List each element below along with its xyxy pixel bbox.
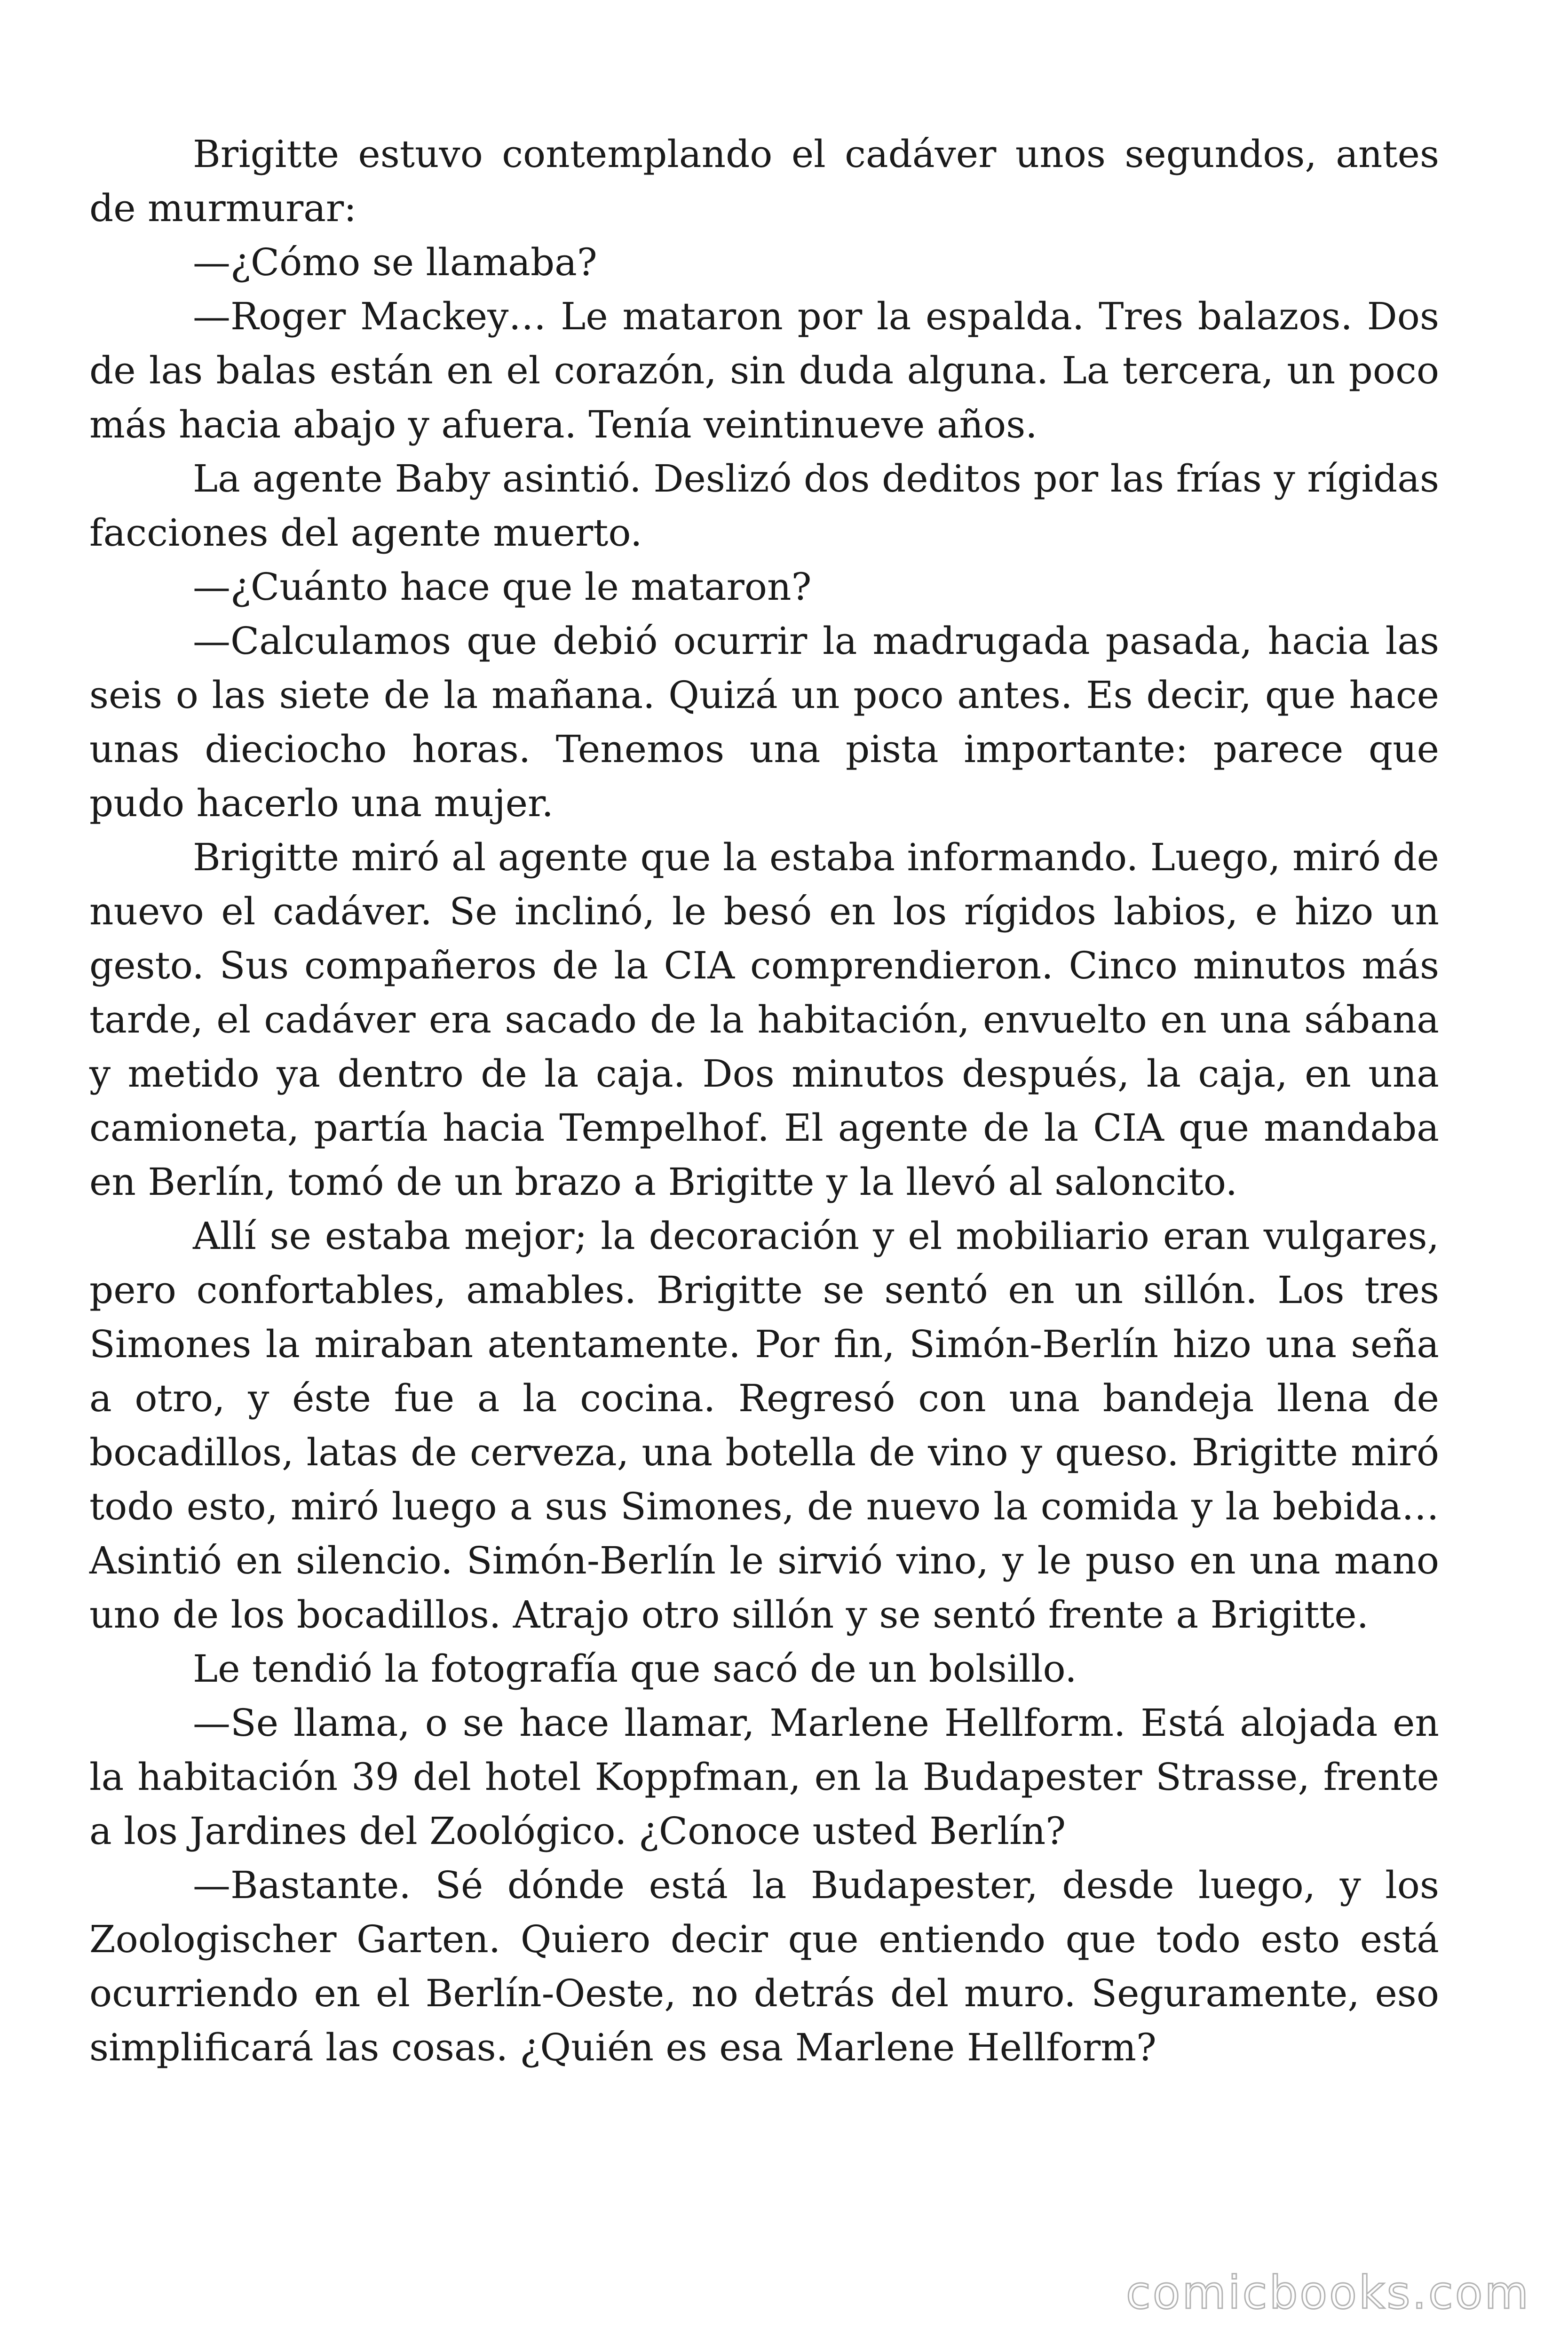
paragraph: La agente Baby asintió. Deslizó dos deditos por las frías y rígidas facciones del agente muerto.	[89, 457, 1439, 555]
paragraph: —¿Cómo se llamaba?	[193, 240, 597, 284]
paragraph: —Roger Mackey… Le mataron por la espalda. Tres balazos. Dos de las balas están en el corazón, sin duda alguna. La tercera, un poco más hacia abajo y afuera. Tenía veintinueve años.	[89, 294, 1439, 446]
paragraph: Allí se estaba mejor; la decoración y el mobiliario eran vulgares, pero confortables, amables. Brigitte se sentó en un sillón. Los tres Simones la miraban atentamente. Por fin, Simón-Berlín hizo una seña a otro, y éste fue a la cocina. Regresó con una bandeja llena de bocadillos, latas de cerveza, una botella de vino y queso. Brigitte miró todo esto, miró luego a sus Simones, de nuevo la comida y la bebida… Asintió en silencio. Simón-Berlín le sirvió vino, y le puso en una mano uno de los bocadillos. Atrajo otro sillón y se sentó frente a Brigitte.	[89, 1214, 1439, 1637]
paragraph: —Se llama, o se hace llamar, Marlene Hellform. Está alojada en la habitación 39 del hotel Koppfman, en la Budapester Strasse, frente a los Jardines del Zoológico. ¿Conoce usted Berlín?	[89, 1701, 1439, 1853]
body-text	[89, 127, 1439, 2074]
paragraph: —Bastante. Sé dónde está la Budapester, desde luego, y los Zoologischer Garten. Quiero decir que entiendo que todo esto está ocurriendo en el Berlín-Oeste, no detrás del muro. Seguramente, eso simplificará las cosas. ¿Quién es esa Marlene Hellform?	[89, 1863, 1439, 2069]
paragraph: Brigitte estuvo contemplando el cadáver unos segundos, antes de murmurar:	[89, 132, 1439, 230]
paragraph: Le tendió la fotografía que sacó de un bolsillo.	[193, 1647, 1077, 1691]
paragraph: Brigitte miró al agente que la estaba informando. Luego, miró de nuevo el cadáver. Se inclinó, le besó en los rígidos labios, e hizo un gesto. Sus compañeros de la CIA comprendieron. Cinco minutos más tarde, el cadáver era sacado de la habitación, envuelto en una sábana y metido ya dentro de la caja. Dos minutos después, la caja, en una camioneta, partía hacia Tempelhof. El agente de la CIA que mandaba en Berlín, tomó de un brazo a Brigitte y la llevó al saloncito.	[89, 835, 1439, 1204]
paragraph: —Calculamos que debió ocurrir la madrugada pasada, hacia las seis o las siete de la mañana. Quizá un poco antes. Es decir, que hace unas dieciocho horas. Tenemos una pista importante: parece que pudo hacerlo una mujer.	[89, 619, 1439, 825]
paragraph: —¿Cuánto hace que le mataron?	[193, 565, 812, 609]
watermark: comicbooks.com	[1125, 2266, 1530, 2319]
